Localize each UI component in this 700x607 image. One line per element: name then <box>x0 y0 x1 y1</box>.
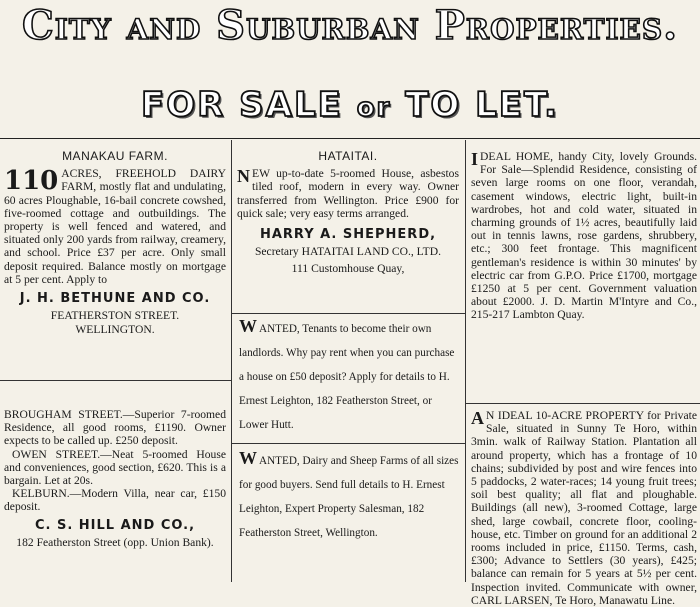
ideal-home-ad <box>471 150 697 322</box>
manakau-dropnum: 110 <box>4 166 59 197</box>
column-rule <box>465 403 700 404</box>
manakau-body <box>4 167 226 286</box>
subhead-part1: FOR SALE <box>141 85 357 125</box>
hataitai-title: Secretary HATAITAI LAND CO., LTD. <box>254 245 442 259</box>
hataitai-text: EW up-to-date 5-roomed House, asbestos tiled roof, modern in every way. Owner transferred from Wellington. Price £900 for quick sale; very easy terms arranged. <box>237 167 459 220</box>
wanted-tenants-text: ANTED, Tenants to become their own landlords. Why pay rent when you can purchase a house on £50 deposit? Apply for details to H. Ernest Leighton, 182 Featherston Street, or Lower Hutt. <box>239 323 455 431</box>
brougham-p1: BROUGHAM STREET.—Superior 7-roomed Residence, all good rooms, £1190. Owner expects to be called up. £250 deposit. <box>4 408 226 448</box>
ideal-home-text: DEAL HOME, handy City, lovely Grounds. For Sale—Splendid Residence, consisting of seven large rooms on one floor, verandah, casement windows, electric light, built-in wardrobes, hot and cold water, situated in charming grounds of 1½ acres, beautifully laid out in tennis lawns, rose gardens, shrubbery, etc.; 300 feet frontage. This magnificent gentleman's residence is within 30 minutes' by electric car from G.P.O. Price £1700, mortgage £1250 at 5 per cent. Government valuation about £2000. J. D. Martin M'Intyre and Co., 215-217 Lambton Quay. <box>471 150 697 322</box>
hataitai-heading: HATAITAI. <box>318 149 378 163</box>
subhead-part2: or <box>356 93 392 123</box>
wanted-tenants-ad <box>239 317 461 437</box>
hataitai-addr: 111 Customhouse Quay, <box>291 262 405 276</box>
column-divider <box>231 140 232 582</box>
ten-acre-dropcap: A <box>471 408 484 428</box>
hataitai-ad <box>237 150 459 276</box>
manakau-heading: MANAKAU FARM. <box>62 149 168 163</box>
top-rule <box>0 138 700 139</box>
wanted-farms-body <box>239 449 461 545</box>
brougham-agent: C. S. HILL AND CO., <box>34 517 196 533</box>
ten-acre-ad <box>471 409 697 607</box>
ten-acre-text: N IDEAL 10-ACRE PROPERTY for Private Sale, situated in Sunny Te Horo, within 3min. walk of Railway Station. Plantation all around property, which has a frontage of 10 chains; subdivided by post and wire fences into 5 paddocks, 2 water-races; 14 young fruit trees; soil best quality; all flat and ploughable. Buildings (all new), 3-roomed Cottage, large shed, large cowbail, concrete floor, cooling-house, etc. Timber on ground for an additional 2 rooms included in price, £1150. Terms, cash, £300; Advance to Settlers (30 years), £425; balance can remain for 5 years at 5½ per cent. Inspection invited. Communicate with owner, CARL LARSEN, Te Horo, Manawatu Line. <box>471 409 697 607</box>
subhead-title <box>0 80 700 133</box>
ideal-home-dropcap: I <box>471 149 479 169</box>
wanted-farms-dropcap: W <box>239 448 257 468</box>
wanted-farms-ad <box>239 449 461 545</box>
ideal-home-body <box>471 150 697 322</box>
wanted-tenants-dropcap: W <box>239 316 257 336</box>
subhead <box>0 80 700 133</box>
hataitai-body <box>237 167 459 220</box>
ten-acre-body <box>471 409 697 607</box>
column-rule <box>0 380 231 381</box>
manakau-ad <box>4 150 226 337</box>
column-rule <box>231 313 465 314</box>
masthead <box>0 0 700 52</box>
wanted-tenants-body <box>239 317 461 437</box>
brougham-ad <box>4 408 226 549</box>
hataitai-dropcap: N <box>237 166 250 187</box>
brougham-p2: OWEN STREET.—Neat 5-roomed House and conveniences, good section, £620. This is a bargain. Let at 20s. <box>4 447 226 488</box>
manakau-text: ACRES, FREEHOLD DAIRY FARM, mostly flat and undulating, 60 acres Ploughable, 16-bail concrete cowshed, five-roomed cottage and outbuildings. The property is well fenced and watered, and situated only 200 yards from railway, creamery, and school. Price £37 per acre. Only small deposit required. Balance mostly on mortgage at 5 per cent. Apply to <box>4 167 226 286</box>
column-divider <box>465 140 466 582</box>
brougham-p3: KELBURN.—Modern Villa, near car, £150 deposit. <box>4 487 226 514</box>
manakau-addr2: WELLINGTON. <box>75 323 155 337</box>
hataitai-agent: HARRY A. SHEPHERD, <box>259 227 437 243</box>
wanted-farms-text: ANTED, Dairy and Sheep Farms of all sizes for good buyers. Send full details to H. Ernest Leighton, Expert Property Salesman, 182 Featherston Street, Wellington. <box>239 455 459 539</box>
masthead-title: City and Suburban Properties. <box>21 2 679 49</box>
brougham-addr: 182 Featherston Street (opp. Union Bank). <box>16 535 214 549</box>
manakau-addr1: FEATHERSTON STREET. <box>50 309 180 323</box>
manakau-agent: J. H. BETHUNE AND CO. <box>19 291 211 307</box>
subhead-part3: TO LET. <box>391 85 559 125</box>
column-rule <box>231 443 465 444</box>
